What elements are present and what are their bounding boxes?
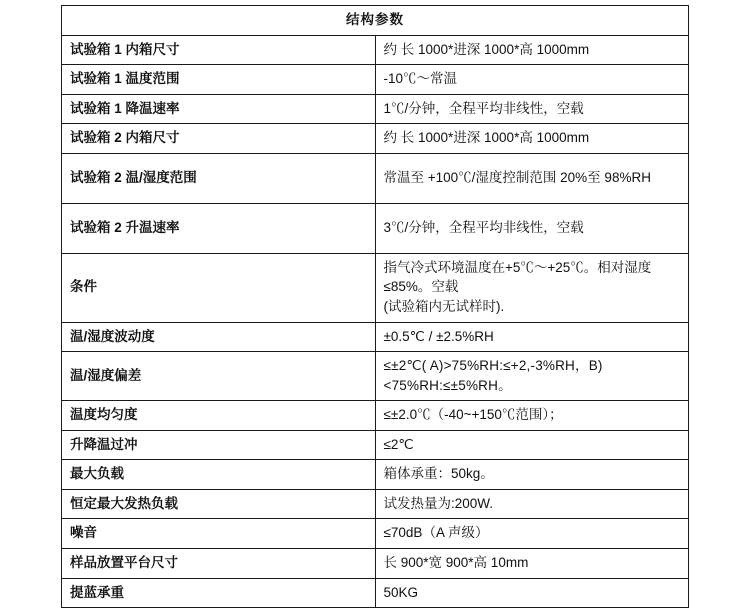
row-value: ≤±2.0℃（-40~+150℃范围）； — [375, 401, 689, 431]
row-value: 50KG — [375, 578, 689, 608]
row-value: 试发热量为:200W. — [375, 489, 689, 519]
table-row — [62, 153, 689, 203]
row-label: 试验箱 1 降温速率 — [62, 94, 376, 124]
row-value: 约 长 1000*进深 1000*高 1000mm — [375, 35, 689, 65]
row-label: 试验箱 1 温度范围 — [62, 65, 376, 95]
row-label: 噪音 — [62, 519, 376, 549]
structure-parameters-table — [61, 5, 689, 608]
table-row — [62, 430, 689, 460]
table-row — [62, 352, 689, 401]
table-title: 结构参数 — [62, 6, 689, 36]
table-row — [62, 65, 689, 95]
table-row — [62, 322, 689, 352]
row-label: 升降温过冲 — [62, 430, 376, 460]
row-label: 条件 — [62, 253, 376, 322]
row-label: 最大负载 — [62, 460, 376, 490]
row-value: 1℃/分钟，全程平均非线性，空载 — [375, 94, 689, 124]
table-row — [62, 519, 689, 549]
table-row — [62, 460, 689, 490]
row-value: 约 长 1000*进深 1000*高 1000mm — [375, 124, 689, 154]
table-title-row — [62, 6, 689, 36]
table-row — [62, 94, 689, 124]
row-value: ≤±2℃( A)>75%RH:≤+2,-3%RH，B)<75%RH:≤±5%RH。 — [375, 352, 689, 401]
row-value: 3℃/分钟，全程平均非线性，空载 — [375, 203, 689, 253]
table-row — [62, 203, 689, 253]
row-label: 试验箱 2 内箱尺寸 — [62, 124, 376, 154]
table-row — [62, 489, 689, 519]
table-row — [62, 401, 689, 431]
row-label: 温/湿度波动度 — [62, 322, 376, 352]
row-value-line: 指气冷式环境温度在+5℃～+25℃。相对湿度≤85%。空载 — [383, 259, 652, 295]
table-row — [62, 549, 689, 579]
row-value — [375, 253, 689, 322]
row-value: ±0.5℃ / ±2.5%RH — [375, 322, 689, 352]
row-value-line: (试验箱内无试样时). — [383, 298, 505, 314]
row-value: 箱体承重：50kg。 — [375, 460, 689, 490]
row-label: 恒定最大发热负载 — [62, 489, 376, 519]
row-label: 试验箱 2 温/湿度范围 — [62, 153, 376, 203]
row-value: ≤70dB（A 声级） — [375, 519, 689, 549]
row-value: -10℃～常温 — [375, 65, 689, 95]
row-label: 温度均匀度 — [62, 401, 376, 431]
row-label: 温/湿度偏差 — [62, 352, 376, 401]
table-row — [62, 35, 689, 65]
table-body — [62, 6, 689, 608]
table-row — [62, 578, 689, 608]
row-value: ≤2℃ — [375, 430, 689, 460]
row-value: 长 900*宽 900*高 10mm — [375, 549, 689, 579]
row-value: 常温至 +100℃/湿度控制范围 20%至 98%RH — [375, 153, 689, 203]
row-label: 试验箱 2 升温速率 — [62, 203, 376, 253]
table-row — [62, 253, 689, 322]
row-label: 提蓝承重 — [62, 578, 376, 608]
row-label: 试验箱 1 内箱尺寸 — [62, 35, 376, 65]
row-label: 样品放置平台尺寸 — [62, 549, 376, 579]
table-row — [62, 124, 689, 154]
